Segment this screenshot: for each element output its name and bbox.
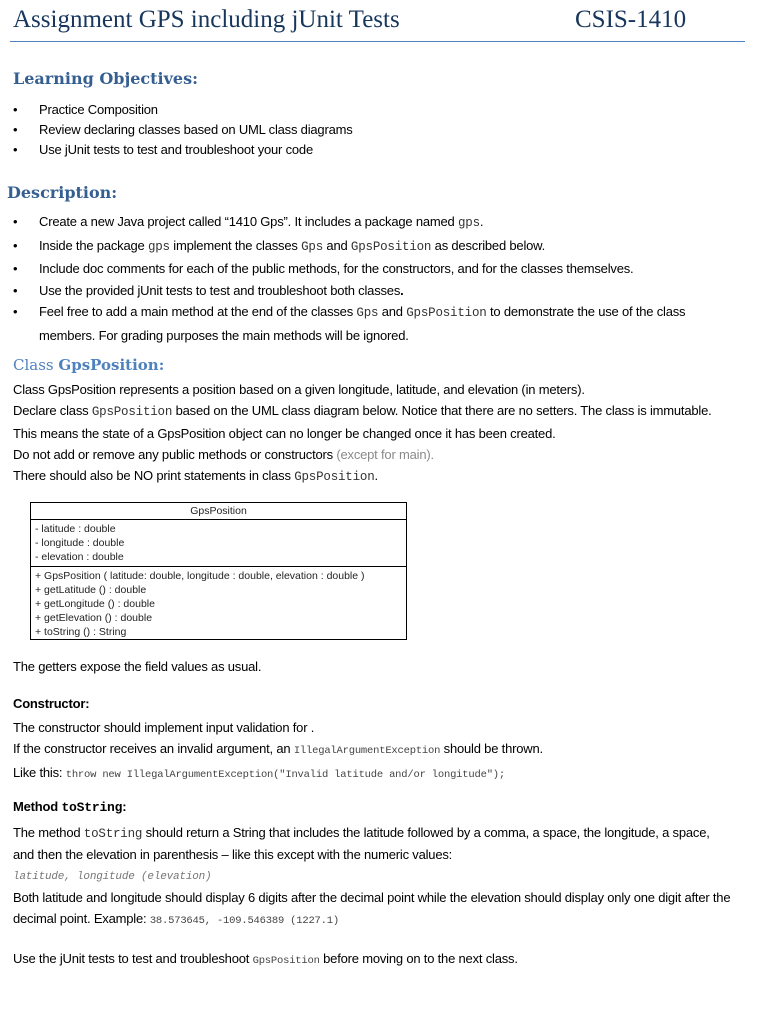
tostring-line	[13, 865, 733, 888]
description-item	[13, 280, 733, 302]
class-description	[13, 379, 713, 488]
uml-methods	[31, 567, 406, 641]
description-heading: Description:	[7, 183, 118, 202]
text-segment: Include doc comments for each of the public methods, for the constructors, and for the classes themselves.	[39, 261, 634, 276]
inline-code: GpsPosition	[406, 306, 487, 320]
description-item	[13, 211, 733, 235]
objective-item: • Review declaring classes based on UML class diagrams	[13, 120, 353, 140]
constructor-line	[13, 738, 733, 762]
text-segment: should be thrown.	[440, 741, 543, 756]
text-segment: The constructor should implement input validation for .	[13, 720, 315, 735]
text-segment: Inside the package	[39, 237, 148, 253]
uml-class-diagram	[30, 502, 407, 640]
text-segment: Declare class	[13, 403, 92, 418]
uml-class-name: GpsPosition	[31, 503, 406, 520]
objectives-heading: Learning Objectives:	[13, 69, 199, 88]
text-segment: Use the provided jUnit tests to test and troubleshoot both classes	[39, 282, 401, 298]
text-segment: There should also be NO print statements in class	[13, 468, 295, 483]
objectives-list	[13, 100, 353, 160]
text-segment: Both latitude and longitude should display 6 digits after the decimal point while the elevation should display only one digit after the decimal point. Example:	[13, 890, 731, 926]
tostring-line	[13, 823, 733, 865]
class-heading	[13, 356, 164, 374]
class-paragraph	[13, 379, 713, 400]
footer-note	[13, 951, 518, 967]
text-segment: and	[323, 237, 351, 253]
uml-method: + toString () : String	[35, 626, 127, 638]
objective-item: • Use jUnit tests to test and troubleshoot your code	[13, 140, 353, 160]
tostring-heading-prefix: Method	[13, 799, 62, 814]
objective-item: • Practice Composition	[13, 100, 353, 120]
constructor-heading: Constructor:	[13, 696, 90, 711]
constructor-line	[13, 762, 733, 786]
text-segment: and	[378, 304, 407, 319]
text-segment: If the constructor receives an invalid argument, an	[13, 741, 294, 756]
text-segment: The method	[13, 825, 84, 840]
inline-code: throw new IllegalArgumentException("Invalid latitude and/or longitude");	[65, 769, 505, 781]
text-segment: should return a String that includes the latitude followed by a comma, a space, the longitude, a space, and then the elevation in parenthesis – like this except with the numeric values:	[13, 825, 710, 862]
description-list	[13, 211, 733, 346]
constructor-text	[13, 717, 733, 786]
description-item	[13, 258, 733, 280]
inline-code: latitude, longitude (elevation)	[13, 871, 212, 884]
description-item	[13, 301, 733, 346]
text-segment: to demonstrate the use of the class members. For grading purposes the main methods will be ignored.	[39, 304, 686, 343]
uml-field: - longitude : double	[35, 537, 125, 549]
text-segment: .	[374, 468, 378, 483]
text-segment: Feel free to add a main method at the end of the classes	[39, 304, 357, 319]
uml-field: - latitude : double	[35, 523, 116, 535]
inline-code: toString	[83, 827, 143, 841]
description-item	[13, 235, 733, 259]
text-segment: as described below.	[431, 237, 546, 253]
inline-code: GpsPosition	[350, 239, 432, 254]
getters-text: The getters expose the field values as usual.	[13, 659, 262, 674]
inline-code: gps	[147, 239, 170, 254]
text-segment: .	[479, 214, 484, 229]
class-paragraph	[13, 444, 713, 465]
header-divider	[10, 41, 745, 42]
inline-code: gps	[457, 216, 480, 230]
text-segment: Create a new Java project called “1410 Gps”. It includes a package named	[39, 214, 458, 229]
text-segment: before moving on to the next class.	[319, 951, 518, 966]
tostring-heading	[13, 799, 126, 815]
text-segment: .	[400, 282, 404, 298]
class-heading-prefix: Class	[13, 356, 59, 374]
tostring-line	[13, 888, 733, 931]
uml-fields	[31, 520, 406, 567]
text-segment: based on the UML class diagram below. Notice that there are no setters. The class is immutable. This means the state of a GpsPosition object can no longer be changed once it has been created.	[13, 403, 712, 441]
text-segment: Like this:	[13, 765, 66, 780]
class-paragraph	[13, 465, 713, 488]
inline-code: GpsPosition	[294, 470, 375, 484]
tostring-heading-code: toString	[61, 800, 123, 815]
inline-code: IllegalArgumentException	[293, 745, 441, 757]
text-segment: Do not add or remove any public methods or constructors	[13, 447, 337, 462]
course-code: CSIS-1410	[575, 6, 687, 33]
text-segment: Use the jUnit tests to test and troubleshoot	[13, 951, 253, 966]
inline-code: GpsPosition	[91, 405, 173, 419]
text-segment: Class GpsPosition represents a position based on a given longitude, latitude, and elevation (in meters).	[13, 382, 585, 397]
inline-code: GpsPosition	[252, 955, 320, 967]
text-segment: implement the classes	[169, 237, 302, 253]
inline-code: 38.573645, -109.546389 (1227.1)	[149, 914, 339, 927]
inline-code: Gps	[356, 306, 379, 320]
uml-method: + getElevation () : double	[35, 612, 153, 624]
uml-method: + getLatitude () : double	[35, 584, 147, 596]
tostring-text	[13, 823, 733, 932]
class-paragraph	[13, 400, 713, 444]
tostring-heading-suffix: :	[122, 799, 127, 814]
inline-code: Gps	[301, 239, 323, 254]
uml-field: - elevation : double	[35, 551, 124, 563]
assignment-title: Assignment GPS including jUnit Tests	[13, 6, 400, 33]
constructor-line	[13, 717, 733, 738]
text-segment: (except for main).	[336, 447, 434, 462]
class-heading-name: GpsPosition:	[58, 356, 165, 374]
uml-method: + GpsPosition ( latitude: double, longitude : double, elevation : double )	[35, 570, 365, 582]
uml-method: + getLongitude () : double	[35, 598, 155, 610]
